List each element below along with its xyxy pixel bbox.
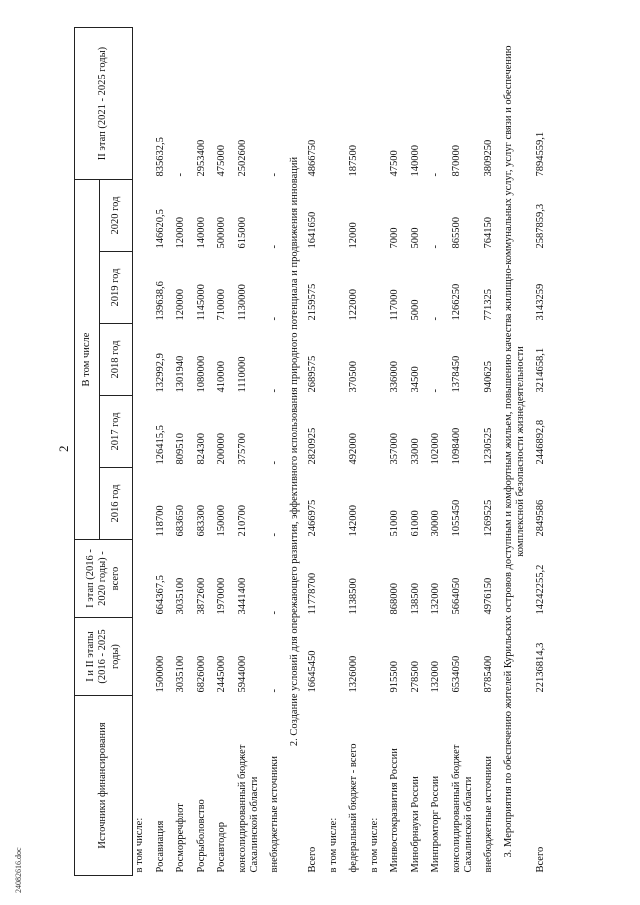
row-value-cell xyxy=(133,180,154,252)
row-value-cell: 3035100 xyxy=(175,577,186,615)
row-value-cell: 22136814,3 xyxy=(535,642,546,693)
page-number: 2 xyxy=(56,445,71,452)
row-value-cell xyxy=(133,468,154,540)
table-row xyxy=(215,28,236,876)
row-value-cell: 16645450 xyxy=(307,650,318,693)
row-value-cell: 2953400 xyxy=(195,139,207,177)
row-value-cell: 210700 xyxy=(236,505,248,537)
table-row xyxy=(236,28,268,876)
row-value-cell xyxy=(133,540,154,618)
row-source-cell: Росавиация xyxy=(154,820,166,873)
row-value-cell: 1641650 xyxy=(307,211,318,249)
row-value-cell: 47500 xyxy=(389,150,400,177)
row-value-cell: 375700 xyxy=(236,433,248,465)
row-value-cell: 5944000 xyxy=(236,655,248,693)
row-source-cell: внебюджетные источники xyxy=(268,755,280,873)
row-value-cell: - xyxy=(268,461,280,465)
row-value-cell: 150000 xyxy=(216,505,227,537)
row-value-cell: 1326000 xyxy=(348,655,359,693)
row-value-cell: - xyxy=(268,245,280,249)
row-value-cell xyxy=(327,324,348,396)
row-value-cell: 1098400 xyxy=(450,427,462,465)
row-value-cell xyxy=(133,252,154,324)
row-source-cell: Минпромторг России xyxy=(430,775,441,873)
row-value-cell: 140000 xyxy=(195,217,207,249)
row-value-cell: - xyxy=(268,317,280,321)
row-value-cell: 1110000 xyxy=(236,356,248,393)
section-heading-row xyxy=(288,28,306,876)
financing-table xyxy=(74,27,555,876)
row-value-cell: 8785400 xyxy=(482,655,494,693)
row-value-cell: 370500 xyxy=(348,361,359,393)
row-value-cell xyxy=(368,252,389,324)
section-heading-row xyxy=(502,28,534,876)
table-row xyxy=(388,28,409,876)
row-value-cell: 940625 xyxy=(482,361,494,393)
header-stages-total: I и II этапы (2016 - 2025 годы) xyxy=(75,618,133,696)
row-value-cell: 2445000 xyxy=(216,655,227,693)
row-value-cell: 7000 xyxy=(389,227,400,249)
row-value-cell: 7894559,1 xyxy=(535,131,546,177)
row-value-cell: 357000 xyxy=(389,433,400,465)
row-value-cell: 1130000 xyxy=(236,284,248,321)
row-value-cell: 102000 xyxy=(430,433,441,465)
row-source-cell: внебюджетные источники xyxy=(482,755,494,873)
row-value-cell: 1138500 xyxy=(348,578,359,615)
table-body xyxy=(133,28,555,876)
row-value-cell: 500000 xyxy=(216,217,227,249)
row-source-cell: федеральный бюджет - всего xyxy=(348,743,359,873)
row-source-cell: консолидированный бюджет Сахалинской области xyxy=(450,744,474,873)
row-value-cell: 475000 xyxy=(216,145,227,177)
table-row xyxy=(154,28,175,876)
row-value-cell: 120000 xyxy=(175,289,186,321)
row-value-cell: 865500 xyxy=(450,217,462,249)
row-source-cell: в том числе: xyxy=(327,817,339,873)
table-row xyxy=(409,28,430,876)
header-year-2019: 2019 год xyxy=(100,252,133,324)
row-value-cell: 14242255,2 xyxy=(535,564,546,615)
row-value-cell: 1378450 xyxy=(450,355,462,393)
row-source-cell: Росморречфлот xyxy=(175,803,186,873)
row-value-cell: 132000 xyxy=(430,583,441,615)
row-value-cell: - xyxy=(268,173,280,177)
row-source-cell: Минобрнауки России xyxy=(409,776,421,873)
row-value-cell: 870000 xyxy=(450,145,462,177)
row-value-cell xyxy=(327,468,348,540)
row-value-cell: 278500 xyxy=(409,661,421,693)
row-value-cell: 1080000 xyxy=(195,355,207,393)
header-stage1-total: I этап (2016 - 2020 годы) - всего xyxy=(75,540,133,618)
row-value-cell: 142000 xyxy=(348,505,359,537)
row-value-cell: 835632,5 xyxy=(154,137,166,177)
row-value-cell: 187500 xyxy=(348,145,359,177)
row-value-cell xyxy=(133,396,154,468)
row-value-cell xyxy=(327,618,348,696)
row-value-cell: - xyxy=(430,317,441,321)
table-row xyxy=(306,28,327,876)
row-value-cell: 683300 xyxy=(195,505,207,537)
row-value-cell: - xyxy=(430,173,441,177)
row-value-cell: 1500000 xyxy=(154,655,166,693)
header-sources: Источники финансирования xyxy=(75,696,133,876)
header-in-that-number: В том числе xyxy=(75,180,100,540)
header-year-2016: 2016 год xyxy=(100,468,133,540)
row-source-cell: в том числе: xyxy=(368,817,380,873)
row-value-cell xyxy=(133,28,154,180)
row-value-cell: 6534050 xyxy=(450,655,462,693)
row-value-cell xyxy=(368,618,389,696)
row-value-cell: 1269525 xyxy=(482,499,494,537)
table-row xyxy=(195,28,216,876)
row-value-cell: 3441400 xyxy=(236,577,248,615)
row-value-cell: 146620,5 xyxy=(154,209,166,249)
row-value-cell: 1301940 xyxy=(175,355,186,393)
row-value-cell xyxy=(327,180,348,252)
header-year-2020: 2020 год xyxy=(100,180,133,252)
rotated-table-container xyxy=(74,28,626,876)
row-value-cell: 126415,5 xyxy=(154,425,166,465)
row-value-cell: 3872600 xyxy=(195,577,207,615)
row-value-cell: 132992,9 xyxy=(154,353,166,393)
row-value-cell: 5664050 xyxy=(450,577,462,615)
table-row xyxy=(482,28,503,876)
row-value-cell: 51000 xyxy=(389,510,400,537)
row-value-cell xyxy=(368,468,389,540)
row-value-cell: 6826000 xyxy=(195,655,207,693)
row-value-cell: 492000 xyxy=(348,433,359,465)
header-stage2-total: II этап (2021 - 2025 годы) xyxy=(75,28,133,180)
row-value-cell: 3143259 xyxy=(535,283,546,321)
row-source-cell: Всего xyxy=(307,846,318,873)
row-value-cell: 140000 xyxy=(409,145,421,177)
row-value-cell: 2446892,8 xyxy=(535,419,546,465)
row-value-cell: 710000 xyxy=(216,289,227,321)
row-value-cell: - xyxy=(430,245,441,249)
row-value-cell: 3214658,1 xyxy=(535,347,546,393)
row-value-cell: 11778700 xyxy=(307,572,318,615)
row-value-cell: 2159575 xyxy=(307,283,318,321)
row-value-cell: 2849586 xyxy=(535,499,546,537)
table-row xyxy=(534,28,555,876)
section-heading: 3. Мероприятия по обеспечению жителей Курильских островов доступным и комфортным жильем, повышению качества жилищно-коммунальных услуг, услуг связи и обеспечению комплексной безопасности жизнедеятельности xyxy=(503,45,527,858)
row-value-cell: 118700 xyxy=(154,505,166,537)
row-value-cell: 30000 xyxy=(430,510,441,537)
row-value-cell: 5000 xyxy=(409,227,421,249)
row-value-cell: 120000 xyxy=(175,217,186,249)
row-source-cell: Росавтодор xyxy=(216,822,227,873)
row-value-cell xyxy=(368,396,389,468)
table-row xyxy=(327,28,348,876)
row-value-cell: 122000 xyxy=(348,289,359,321)
row-value-cell xyxy=(368,540,389,618)
row-value-cell: 200000 xyxy=(216,433,227,465)
row-value-cell xyxy=(133,324,154,396)
table-row xyxy=(347,28,368,876)
row-value-cell: 5000 xyxy=(409,299,421,321)
row-source-cell: в том числе: xyxy=(134,817,145,873)
row-value-cell: 2820925 xyxy=(307,427,318,465)
row-value-cell xyxy=(368,28,389,180)
row-value-cell: 809510 xyxy=(175,433,186,465)
row-value-cell: 824300 xyxy=(195,433,207,465)
document-id: 24082616.doc xyxy=(14,847,23,893)
header-year-2017: 2017 год xyxy=(100,396,133,468)
row-value-cell: 1266250 xyxy=(450,283,462,321)
row-value-cell xyxy=(327,540,348,618)
row-value-cell xyxy=(133,618,154,696)
row-value-cell xyxy=(368,324,389,396)
table-row xyxy=(450,28,482,876)
row-value-cell: 764150 xyxy=(482,217,494,249)
section-heading: 2. Создание условий для опережающего развития, эффективного использования природного потенциала и продвижения инноваций xyxy=(289,156,300,747)
row-value-cell: 61000 xyxy=(409,510,421,537)
row-value-cell: 410000 xyxy=(216,361,227,393)
row-value-cell: 3809250 xyxy=(482,139,494,177)
row-value-cell: 615000 xyxy=(236,217,248,249)
row-value-cell: 2502600 xyxy=(236,139,248,177)
row-value-cell: 138500 xyxy=(409,583,421,615)
row-value-cell: 1145000 xyxy=(195,284,207,321)
row-value-cell: 2689575 xyxy=(307,355,318,393)
table-row xyxy=(368,28,389,876)
row-source-cell: Росрыболовство xyxy=(195,799,207,873)
row-value-cell: - xyxy=(175,173,186,177)
header-year-2018: 2018 год xyxy=(100,324,133,396)
row-source-cell: Минвостокразвития России xyxy=(389,748,400,873)
row-value-cell: 4976150 xyxy=(482,577,494,615)
row-value-cell xyxy=(327,396,348,468)
row-value-cell: 915500 xyxy=(389,661,400,693)
row-value-cell: 1230525 xyxy=(482,427,494,465)
row-value-cell: - xyxy=(268,611,280,615)
row-source-cell: Всего xyxy=(535,846,546,873)
row-value-cell: 771325 xyxy=(482,289,494,321)
row-value-cell: 139638,6 xyxy=(154,281,166,321)
row-value-cell: 336000 xyxy=(389,361,400,393)
row-value-cell: 3035100 xyxy=(175,655,186,693)
row-value-cell: 117000 xyxy=(389,289,400,321)
table-row xyxy=(429,28,450,876)
row-value-cell xyxy=(327,252,348,324)
row-value-cell: 1055450 xyxy=(450,499,462,537)
row-source-cell: консолидированный бюджет Сахалинской области xyxy=(236,744,260,873)
row-value-cell: 132000 xyxy=(430,661,441,693)
row-value-cell: 683650 xyxy=(175,505,186,537)
table-row xyxy=(133,28,154,876)
row-value-cell: 33000 xyxy=(409,438,421,465)
table-row xyxy=(174,28,195,876)
row-value-cell: 868000 xyxy=(389,583,400,615)
row-value-cell: - xyxy=(268,389,280,393)
row-value-cell: - xyxy=(268,533,280,537)
row-value-cell: - xyxy=(430,389,441,393)
row-value-cell: 4866750 xyxy=(307,139,318,177)
row-value-cell: 2466975 xyxy=(307,499,318,537)
row-value-cell: 34500 xyxy=(409,366,421,393)
row-value-cell: 2587859,3 xyxy=(535,203,546,249)
row-value-cell xyxy=(368,180,389,252)
row-value-cell: 664367,5 xyxy=(154,575,166,615)
row-value-cell xyxy=(327,28,348,180)
table-row xyxy=(268,28,289,876)
row-value-cell: - xyxy=(268,689,280,693)
row-value-cell: 1970000 xyxy=(216,577,227,615)
row-value-cell: 12000 xyxy=(348,222,359,249)
